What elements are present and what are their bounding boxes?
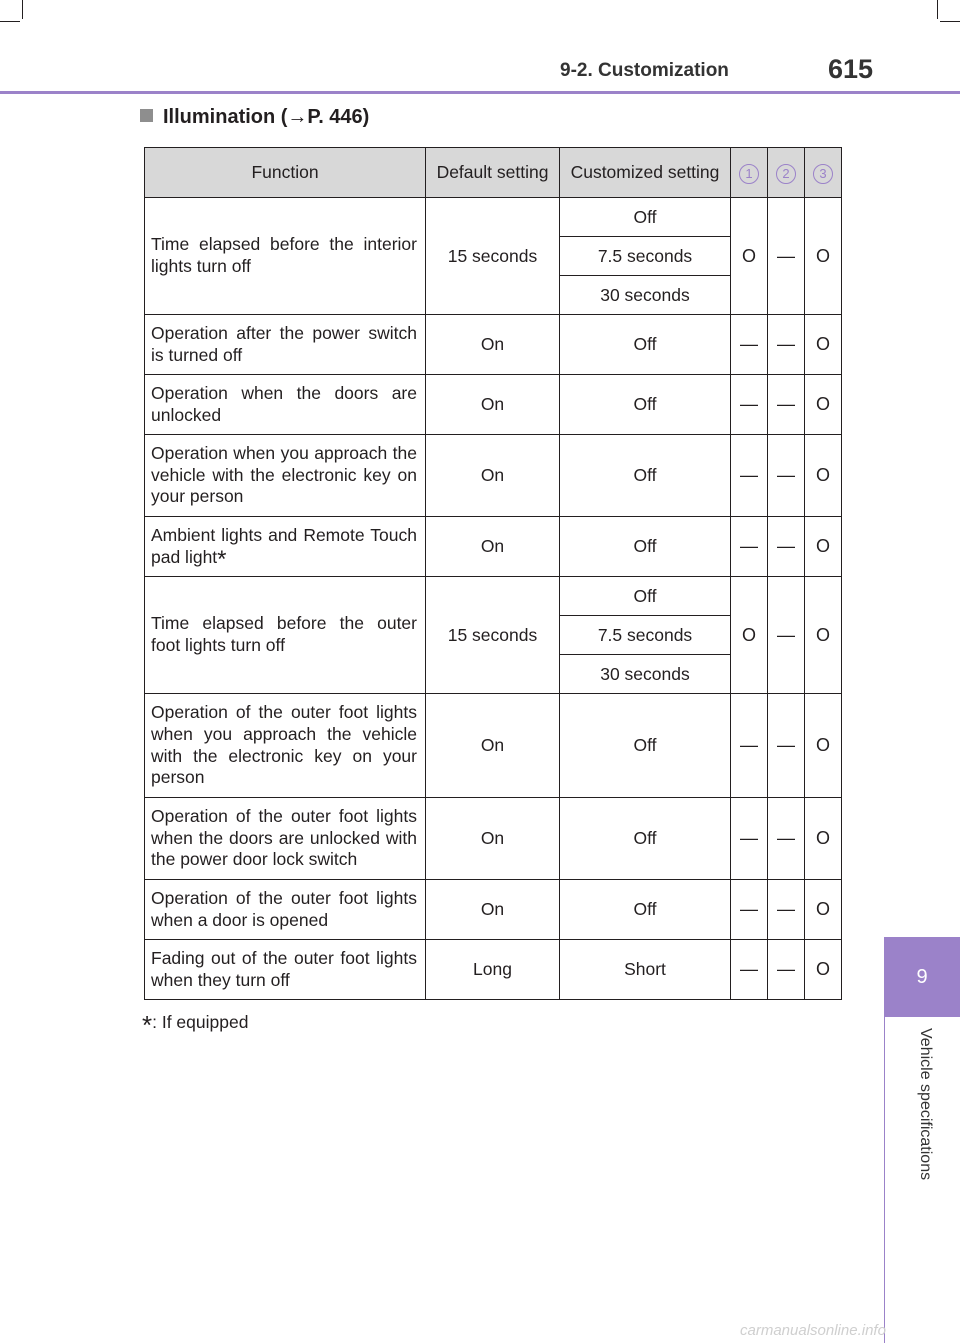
function-cell: Operation of the outer foot lights when you approach the vehicle with the electronic key on your person — [145, 694, 426, 798]
default-cell: Long — [426, 940, 560, 1000]
crop-mark — [0, 21, 20, 22]
option-cell: Short — [560, 940, 731, 1000]
mark-cell: — — [768, 880, 805, 940]
option-cell: Off — [560, 694, 731, 798]
default-cell: On — [426, 880, 560, 940]
default-cell: On — [426, 694, 560, 798]
header-rule — [0, 91, 960, 94]
mark-cell: O — [805, 798, 842, 880]
function-cell: Fading out of the outer foot lights when they turn off — [145, 940, 426, 1000]
mark-cell: — — [768, 315, 805, 375]
table-row — [145, 577, 842, 616]
function-cell: Operation when the doors are unlocked — [145, 375, 426, 435]
default-cell: On — [426, 315, 560, 375]
table-row — [145, 435, 842, 517]
table-header-row — [145, 148, 842, 198]
function-cell: Operation when you approach the vehicle with the electronic key on your person — [145, 435, 426, 517]
mark-cell: — — [768, 798, 805, 880]
mark-cell: O — [805, 375, 842, 435]
mark-cell: — — [768, 375, 805, 435]
header-section-title: 9-2. Customization — [560, 60, 729, 81]
footnote — [142, 1010, 248, 1041]
option-cell: 7.5 seconds — [560, 616, 731, 655]
crop-mark — [937, 0, 938, 19]
page-number: 615 — [828, 54, 874, 84]
table-row — [145, 375, 842, 435]
col-header-function: Function — [145, 148, 426, 198]
mark-cell: — — [731, 375, 768, 435]
col-header-1 — [731, 148, 768, 198]
chapter-tab-line — [884, 1017, 885, 1343]
mark-cell: O — [805, 315, 842, 375]
function-cell: Time elapsed before the interior lights turn off — [145, 198, 426, 315]
footnote-text: : If equipped — [152, 1012, 249, 1032]
col-header-customized: Customized setting — [560, 148, 731, 198]
function-cell: Operation of the outer foot lights when a door is opened — [145, 880, 426, 940]
mark-cell: O — [805, 577, 842, 694]
option-cell: Off — [560, 880, 731, 940]
mark-cell: O — [805, 517, 842, 577]
function-cell: Time elapsed before the outer foot lights turn off — [145, 577, 426, 694]
default-cell: On — [426, 517, 560, 577]
mark-cell: — — [768, 577, 805, 694]
table-row — [145, 880, 842, 940]
function-cell — [145, 517, 426, 577]
table-row — [145, 198, 842, 237]
crop-mark — [22, 0, 23, 19]
mark-cell: — — [731, 694, 768, 798]
watermark: carmanualsonline.info — [740, 1322, 886, 1339]
mark-cell: O — [731, 577, 768, 694]
col-header-3 — [805, 148, 842, 198]
option-cell: Off — [560, 798, 731, 880]
default-cell: 15 seconds — [426, 198, 560, 315]
mark-cell: O — [805, 198, 842, 315]
col-header-default: Default setting — [426, 148, 560, 198]
mark-cell: — — [731, 315, 768, 375]
mark-cell: — — [768, 435, 805, 517]
section-heading-text: Illumination (→P. 446) — [163, 106, 370, 128]
option-cell: Off — [560, 435, 731, 517]
table-row — [145, 315, 842, 375]
option-cell: Off — [560, 577, 731, 616]
mark-cell: O — [731, 198, 768, 315]
chapter-number: 9 — [916, 965, 928, 988]
mark-cell: — — [768, 517, 805, 577]
default-cell: On — [426, 798, 560, 880]
chapter-title: Vehicle specifications — [917, 1028, 934, 1181]
customization-table — [144, 147, 842, 1000]
col-header-2 — [768, 148, 805, 198]
mark-cell: O — [805, 694, 842, 798]
option-cell: Off — [560, 315, 731, 375]
mark-cell: — — [768, 694, 805, 798]
option-cell: 30 seconds — [560, 276, 731, 315]
function-text: Ambient lights and Remote Touch pad light — [151, 524, 417, 567]
function-cell: Operation after the power switch is turned off — [145, 315, 426, 375]
mark-cell: — — [768, 198, 805, 315]
footnote-mark: * — [142, 1010, 153, 1040]
option-cell: Off — [560, 517, 731, 577]
mark-cell: — — [731, 940, 768, 1000]
mark-cell: — — [731, 517, 768, 577]
circled-number-icon: 1 — [739, 164, 759, 184]
crop-mark — [940, 21, 960, 22]
option-cell: 7.5 seconds — [560, 237, 731, 276]
chapter-tab — [884, 937, 960, 1017]
footnote-mark: * — [217, 545, 227, 573]
option-cell: Off — [560, 375, 731, 435]
default-cell: On — [426, 435, 560, 517]
table-row — [145, 798, 842, 880]
circled-number-icon: 2 — [776, 164, 796, 184]
table-row — [145, 517, 842, 577]
option-cell: Off — [560, 198, 731, 237]
mark-cell: O — [805, 940, 842, 1000]
mark-cell: — — [731, 435, 768, 517]
option-cell: 30 seconds — [560, 655, 731, 694]
circled-number-icon: 3 — [813, 164, 833, 184]
mark-cell: — — [731, 798, 768, 880]
section-heading — [140, 106, 369, 129]
square-bullet-icon — [140, 109, 153, 122]
mark-cell: — — [768, 940, 805, 1000]
table-row — [145, 694, 842, 798]
default-cell: On — [426, 375, 560, 435]
mark-cell: O — [805, 435, 842, 517]
mark-cell: — — [731, 880, 768, 940]
table-row — [145, 940, 842, 1000]
default-cell: 15 seconds — [426, 577, 560, 694]
mark-cell: O — [805, 880, 842, 940]
function-cell: Operation of the outer foot lights when the doors are unlocked with the power door lock switch — [145, 798, 426, 880]
